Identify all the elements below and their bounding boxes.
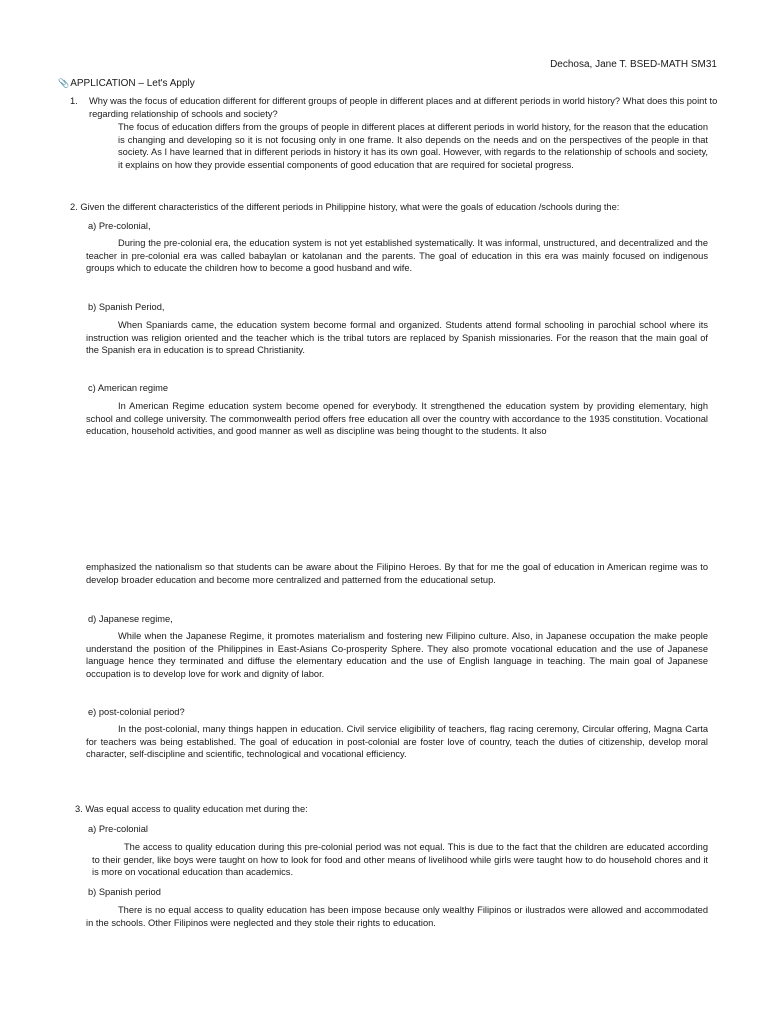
sub-label-pre-colonial: a) Pre-colonial, (88, 221, 151, 231)
answer-q3-spanish: There is no equal access to quality education has been impose because only wealthy Filipinos or ilustrados were allowed and accommodated in the schools. Other Filipinos were neglected and they stole their rights to education. (86, 905, 708, 928)
section-title: APPLICATION – Let's Apply (70, 78, 195, 89)
paperclip-icon: 📎 (58, 78, 70, 88)
answer-japanese: While when the Japanese Regime, it promotes materialism and fostering new Filipino culture. Also, in Japanese occupation the make people understand the position of the Philippines in East-Asians Co-prosperity Sphere. They also promote vocational education and the use of Japanese language hence they terminated and diffuse the elementary education and the use of English language in teaching. The main goal of Japanese occupation is to develop love for work and dignity of labor. (86, 631, 708, 679)
sub-label-japanese: d) Japanese regime, (88, 614, 173, 624)
sub-label-q3-pre-colonial: a) Pre-colonial (88, 824, 148, 834)
question-1 (70, 95, 718, 120)
answer-post-colonial: In the post-colonial, many things happen in education. Civil service eligibility of teachers, flag racing ceremony, Circular offering, Magna Carta for teachers was being established. The goal of education in post-colonial are foster love of country, teach the duties of citizenship, develop moral character, self-discipline and scientific, technological and vocational efficiency. (86, 724, 708, 760)
question-text: Why was the focus of education different for different groups of people in different places and at different periods in world history? What does this point to regarding relationship of schools and society? (89, 96, 718, 119)
answer-pre-colonial: During the pre-colonial era, the education system is not yet established systematically. It was informal, unstructured, and decentralized and the teacher in pre-colonial era was called babaylan or katolanan and the parents. The goal of education in this era was mainly focused on indigenous groups which to educate the children how to become a good husband and wife. (86, 238, 708, 274)
answer-american-part2: emphasized the nationalism so that students can be aware about the Filipino Heroes. By that for me the goal of education in American regime was to develop broader education and become more centralized and patterned from the educational setup. (86, 562, 708, 585)
sub-label-post-colonial: e) post-colonial period? (88, 707, 185, 717)
question-3: 3. Was equal access to quality education met during the: (75, 804, 308, 814)
question-2: 2. Given the different characteristics of the different periods in Philippine history, what were the goals of education /schools during the: (70, 202, 620, 212)
answer-spanish: When Spaniards came, the education system become formal and organized. Students attend formal schooling in parochial school where its instruction was religion oriented and the teacher which is the tribal tutors are replaced by Spanish missionaries. For the reason that the main goal of the Spanish era in education is to spread Christianity. (86, 320, 708, 356)
question-number: 1. (70, 96, 78, 106)
section-heading (58, 77, 195, 91)
sub-label-american: c) American regime (88, 383, 169, 393)
answer-q3-pre-colonial: The access to quality education during this pre-colonial period was not equal. This is due to the fact that the children are educated according to their gender, like boys were taught on how to look for food and other means of livelihood while girls were taught how to do household chores and it is more on vocational education than academics. (92, 842, 708, 878)
sub-label-q3-spanish: b) Spanish period (88, 887, 161, 897)
answer-1: The focus of education differs from the groups of people in different places at different periods in world history, for the reason that the education is changing and developing so it is not focusing only in one frame. It also depends on the needs and on the perspectives of the people in that society. As I have learned that in different periods in history it has its own goal. However, with regards to the relationship of schools and society, it explains on how they provide essential components of good education that are required for societal progress. (118, 122, 708, 170)
sub-label-spanish: b) Spanish Period, (88, 302, 165, 312)
author-header: Dechosa, Jane T. BSED-MATH SM31 (550, 59, 717, 70)
answer-american-part1: In American Regime education system become opened for everybody. It strengthened the education system by providing elementary, high school and college university. The commonwealth period offers free education all over the country with accordance to the 1935 constitution. Vocational education, household activities, and good manner as well as discipline was being thought to the students. It also (86, 401, 708, 437)
